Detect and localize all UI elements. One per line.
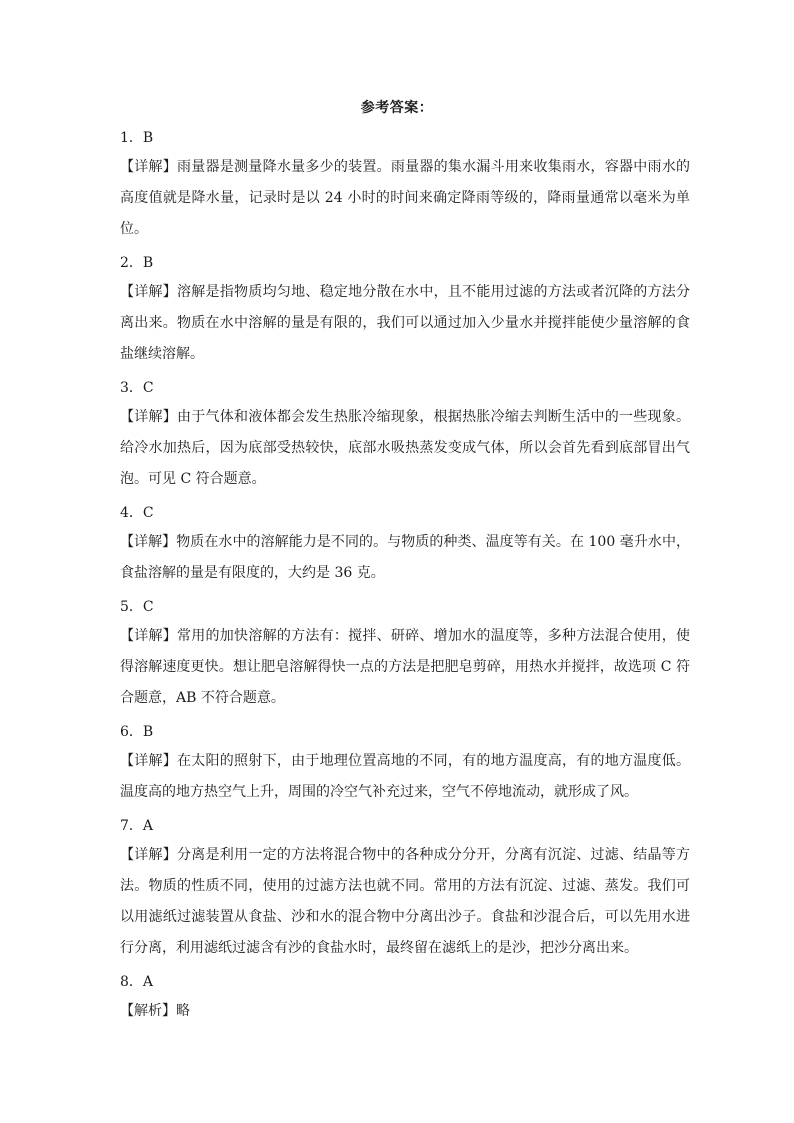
answer-item	[120, 718, 690, 808]
detail-tag: 【详解】	[120, 534, 177, 550]
answer-explanation	[120, 840, 690, 964]
answer-list	[120, 120, 690, 1028]
detail-tag: 【详解】	[120, 159, 178, 175]
answer-explanation	[120, 402, 690, 495]
answer-item	[120, 812, 690, 964]
question-number: 7．A	[120, 818, 154, 834]
question-number: 6．B	[120, 724, 154, 740]
explanation-text: 在太阳的照射下，由于地理位置高地的不同，有的地方温度高，有的地方温度低。温度高的地方热空气上升，周围的冷空气补充过来，空气不停地流动，就形成了风。	[120, 753, 691, 800]
question-number: 8．A	[120, 974, 154, 990]
question-number: 1．B	[120, 130, 154, 146]
answer-item	[120, 374, 690, 495]
detail-tag: 【解析】	[120, 1003, 176, 1019]
answer-item	[120, 968, 690, 1027]
explanation-text: 常用的加快溶解的方法有：搅拌、研碎、增加水的温度等，多种方法混合使用，使得溶解速度更快。想让肥皂溶解得快一点的方法是把肥皂剪碎，用热水并搅拌，故选项 C 符合题意，AB 不符合题意。	[120, 628, 691, 706]
explanation-text: 物质在水中的溶解能力是不同的。与物质的种类、温度等有关。在 100 毫升水中，食盐溶解的量是有限度的，大约是 36 克。	[120, 534, 691, 581]
question-number: 2．B	[120, 255, 154, 271]
question-number: 3．C	[120, 380, 154, 396]
answer-explanation	[120, 746, 690, 808]
detail-tag: 【详解】	[120, 284, 178, 300]
detail-tag: 【详解】	[120, 753, 178, 769]
answer-explanation	[120, 152, 690, 245]
question-number: 4．C	[120, 505, 154, 521]
answer-explanation	[120, 527, 690, 589]
question-number: 5．C	[120, 599, 154, 615]
explanation-text: 雨量器是测量降水量多少的装置。雨量器的集水漏斗用来收集雨水，容器中雨水的高度值就是降水量，记录时是以 24 小时的时间来确定降雨等级的，降雨量通常以毫米为单位。	[120, 159, 691, 237]
answer-item	[120, 249, 690, 370]
answer-explanation	[120, 277, 690, 370]
explanation-text: 分离是利用一定的方法将混合物中的各种成分分开，分离有沉淀、过滤、结晶等方法。物质的性质不同，使用的过滤方法也就不同。常用的方法有沉淀、过滤、蒸发。我们可以用滤纸过滤装置从食盐、沙和水的混合物中分离出沙子。食盐和沙混合后，可以先用水进行分离，利用滤纸过滤含有沙的食盐水时，最终留在滤纸上的是沙，把沙分离出来。	[120, 847, 691, 956]
detail-tag: 【详解】	[120, 628, 178, 644]
answer-explanation	[120, 996, 690, 1027]
answer-item	[120, 499, 690, 589]
explanation-text: 溶解是指物质均匀地、稳定地分散在水中，且不能用过滤的方法或者沉降的方法分离出来。物质在水中溶解的量是有限的，我们可以通过加入少量水并搅拌能使少量溶解的食盐继续溶解。	[120, 284, 691, 362]
explanation-text: 略	[176, 1003, 190, 1019]
explanation-text: 由于气体和液体都会发生热胀冷缩现象，根据热胀冷缩去判断生活中的一些现象。给冷水加热后，因为底部受热较快，底部水吸热蒸发变成气体，所以会首先看到底部冒出气泡。可见 C 符合题意。	[120, 409, 691, 487]
detail-tag: 【详解】	[120, 409, 178, 425]
detail-tag: 【详解】	[120, 847, 178, 863]
answer-item	[120, 124, 690, 245]
page-title: 参考答案：	[360, 100, 434, 116]
answer-item	[120, 593, 690, 714]
answer-explanation	[120, 621, 690, 714]
